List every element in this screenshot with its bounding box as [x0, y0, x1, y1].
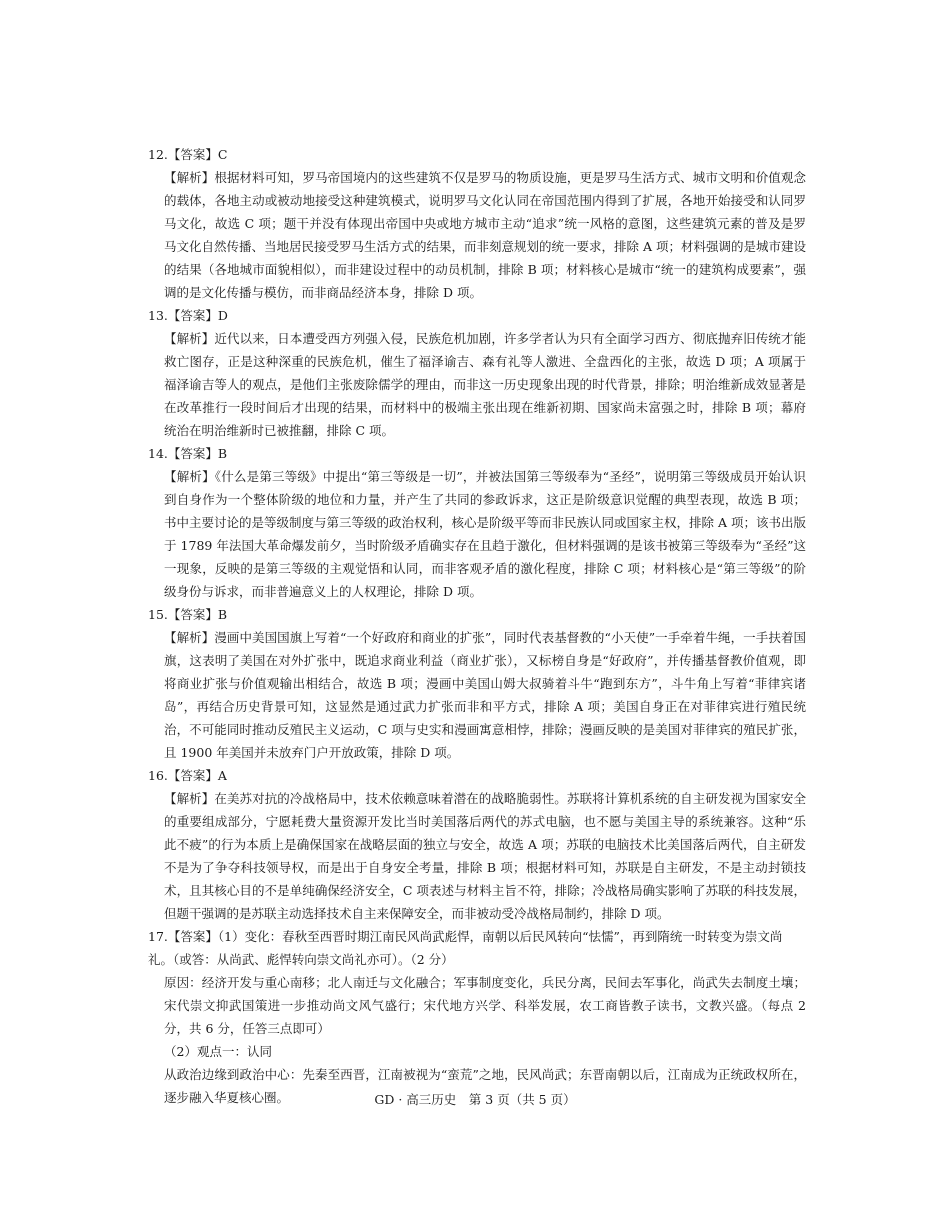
answer-line-14: 14.【答案】B	[148, 446, 228, 461]
question-13	[148, 304, 806, 442]
answer-document	[148, 143, 806, 1109]
analysis-13: 【解析】近代以来，日本遭受西方列强入侵，民族危机加剧，许多学者认为只有全面学习西方、彻底抛弃旧传统才能救亡图存，正是这种深重的民族危机，催生了福泽谕吉、森有礼等人激进、全盘西化的主张，故选 D 项；A 项属于福泽谕吉等人的观点，是他们主张废除儒学的理由，而非这一历史现象出现的时代背景，排除；明治维新成效显著是在改革推行一段时间后才出现的结果，而材料中的极端主张出现在维新初期、国家尚未富强之时，排除 B 项；幕府统治在明治维新时已被推翻，排除 C 项。	[164, 331, 806, 438]
answer-line-12: 12.【答案】C	[148, 147, 228, 162]
reason-17: 原因：经济开发与重心南移；北人南迁与文化融合；军事制度变化，兵民分离，民间去军事化，尚武失去制度土壤；宋代崇文抑武国策进一步推动尚文风气盛行；宋代地方兴学、科举发展，农工商皆教子读书，文教兴盛。（每点 2 分，共 6 分，任答三点即可）	[164, 975, 806, 1036]
answer-line-17: 17.【答案】（1）变化：春秋至西晋时期江南民风尚武彪悍，南朝以后民风转向“怯懦”，再到隋统一时转变为崇文尚礼。（或答：从尚武、彪悍转向崇文尚礼亦可）。（2 分）	[148, 929, 783, 967]
question-12	[148, 143, 806, 304]
viewpoint-text-17: 从政治边缘到政治中心：先秦至西晋，江南被视为“蛮荒”之地，民风尚武；东晋南朝以后，江南成为正统政权所在，逐步融入华夏核心圈。	[164, 1067, 806, 1105]
question-14	[148, 442, 806, 603]
analysis-12: 【解析】根据材料可知，罗马帝国境内的这些建筑不仅是罗马的物质设施，更是罗马生活方式、城市文明和价值观念的载体，各地主动或被动地接受这种建筑模式，说明罗马文化认同在帝国范围内得到了扩展，各地开始接受和认同罗马文化，故选 C 项；题干并没有体现出帝国中央或地方城市主动“追求”统一风格的意图，这些建筑元素的普及是罗马文化自然传播、当地居民接受罗马生活方式的结果，而非刻意规划的统一要求，排除 A 项；材料强调的是城市建设的结果（各地城市面貌相似），而非建设过程中的动员机制，排除 B 项；材料核心是城市“统一的建筑构成要素”，强调的是文化传播与模仿，而非商品经济本身，排除 D 项。	[164, 170, 806, 300]
analysis-15: 【解析】漫画中美国国旗上写着“一个好政府和商业的扩张”，同时代表基督教的“小天使”一手牵着牛绳，一手扶着国旗，这表明了美国在对外扩张中，既追求商业利益（商业扩张），又标榜自身是“好政府”，并传播基督教价值观，即将商业扩张与价值观输出相结合，故选 B 项；漫画中美国山姆大叔骑着斗牛“跑到东方”，斗牛角上写着“菲律宾诸岛”，再结合历史背景可知，这显然是通过武力扩张而非和平方式，排除 A 项；美国自身正在对菲律宾进行殖民统治，不可能同时推动反殖民主义运动，C 项与史实和漫画寓意相悖，排除；漫画反映的是美国对菲律宾的殖民扩张，且 1900 年美国并未放弃门户开放政策，排除 D 项。	[164, 630, 806, 760]
analysis-16: 【解析】在美苏对抗的冷战格局中，技术依赖意味着潜在的战略脆弱性。苏联将计算机系统的自主研发视为国家安全的重要组成部分，宁愿耗费大量资源开发比当时美国落后两代的苏式电脑，也不愿与美国主导的系统兼容。这种“乐此不疲”的行为本质上是确保国家在战略层面的独立与安全，故选 A 项；苏联的电脑技术比美国落后两代，自主研发不是为了争夺科技领导权，而是出于自身安全考量，排除 B 项；根据材料可知，苏联是自主研发，不是主动封锁技术，且其核心目的不是单纯确保经济安全，C 项表述与材料主旨不符，排除；冷战格局确实影响了苏联的科技发展，但题干强调的是苏联主动选择技术自主来保障安全，而非被动受冷战格局制约，排除 D 项。	[164, 791, 806, 921]
answer-line-16: 16.【答案】A	[148, 768, 227, 783]
page-footer: GD · 高三历史 第 3 页（共 5 页）	[374, 1092, 576, 1107]
question-16	[148, 764, 806, 925]
viewpoint-17: （2）观点一：认同	[164, 1044, 272, 1059]
answer-line-15: 15.【答案】B	[148, 607, 228, 622]
question-17	[148, 925, 806, 1109]
answer-line-13: 13.【答案】D	[148, 308, 228, 323]
analysis-14: 【解析】《什么是第三等级》中提出“第三等级是一切”，并被法国第三等级奉为“圣经”，说明第三等级成员开始认识到自身作为一个整体阶级的地位和力量，并产生了共同的参政诉求，这正是阶级意识觉醒的典型表现，故选 B 项；书中主要讨论的是等级制度与第三等级的政治权利，核心是阶级平等而非民族认同或国家主权，排除 A 项；该书出版于 1789 年法国大革命爆发前夕，当时阶级矛盾确实存在且趋于激化，但材料强调的是该书被第三等级奉为“圣经”这一现象，反映的是第三等级的主观觉悟和认同，而非客观矛盾的激化程度，排除 C 项；材料核心是“第三等级”的阶级身份与诉求，而非普遍意义上的人权理论，排除 D 项。	[164, 469, 806, 599]
question-15	[148, 603, 806, 764]
